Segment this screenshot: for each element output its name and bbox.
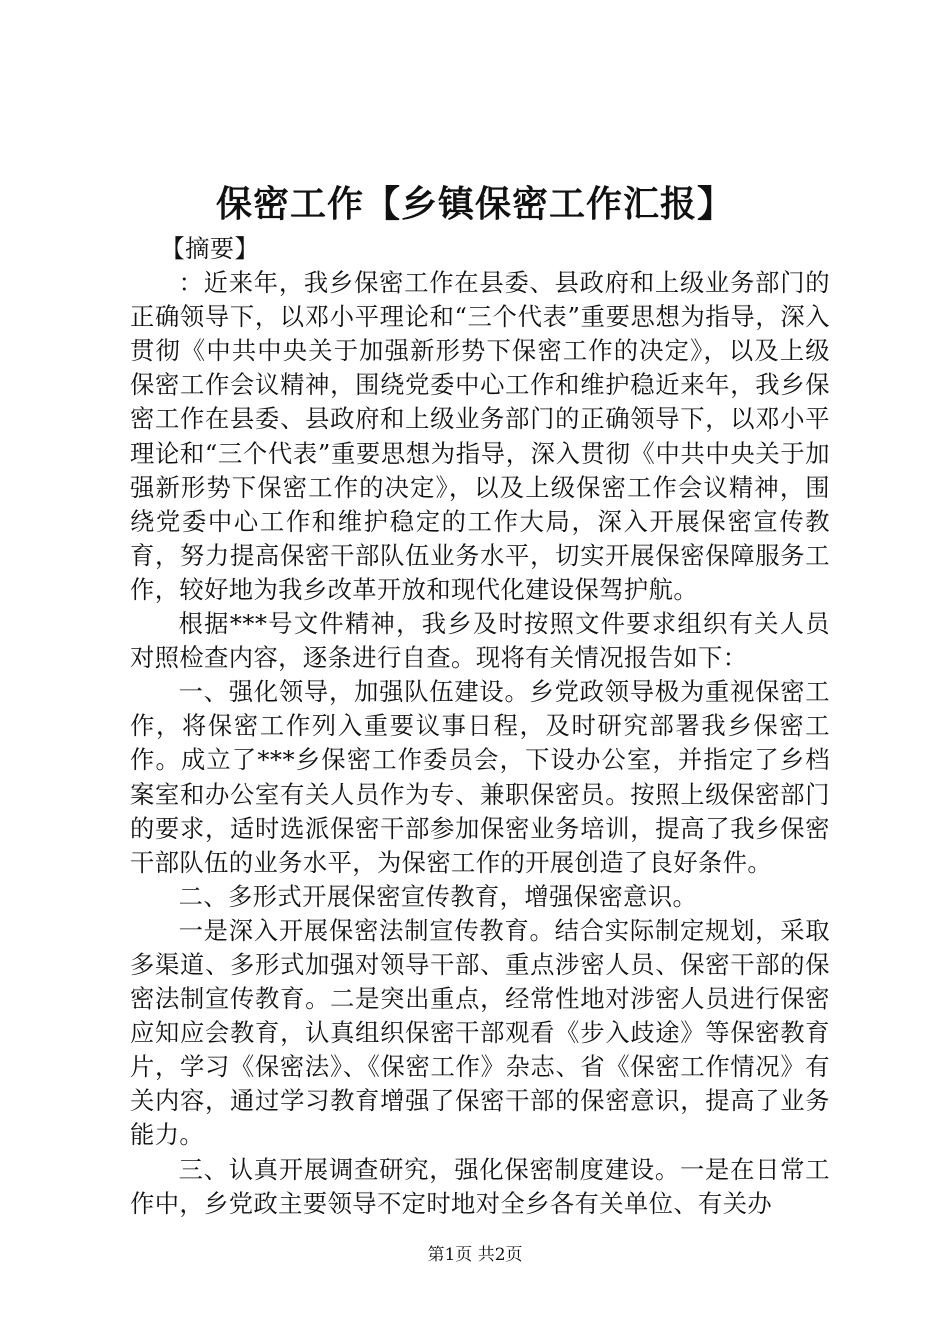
paragraph-intro: 根据***号文件精神，我乡及时按照文件要求组织有关人员对照检查内容，逐条进行自查。现将有关情况报告如下： bbox=[130, 609, 830, 673]
document-title: 保密工作【乡镇保密工作汇报】 bbox=[215, 183, 734, 225]
paragraph-abstract: ：近来年，我乡保密工作在县委、县政府和上级业务部门的正确领导下，以邓小平理论和“三个代表”重要思想为指导，深入贯彻《中共中央关于加强新形势下保密工作的决定》，以及上级保密工作会议精神，围绕党委中心工作和维护稳近来年，我乡保密工作在县委、县政府和上级业务部门的正确领导下，以邓小平理论和“三个代表”重要思想为指导，深入贯彻《中共中央关于加强新形势下保密工作的决定》，以及上级保密工作会议精神，围绕党委中心工作和维护稳定的工作大局，深入开展保密宣传教育，努力提高保密干部队伍业务水平，切实开展保密保障服务工作，较好地为我乡改革开放和现代化建设保驾护航。 bbox=[130, 268, 830, 604]
paragraph-section-2-body: 一是深入开展保密法制宣传教育。结合实际制定规划，采取多渠道、多形式加强对领导干部、重点涉密人员、保密干部的保密法制宣传教育。二是突出重点，经常性地对涉密人员进行保密应知应会教育，认真组织保密干部观看《步入歧途》等保密教育片，学习《保密法》、《保密工作》杂志、省《保密工作情况》有关内容，通过学习教育增强了保密干部的保密意识，提高了业务能力。 bbox=[130, 915, 830, 1150]
abstract-label: 【摘要】 bbox=[160, 234, 260, 263]
page-footer: 第1页 共2页 bbox=[427, 1245, 523, 1265]
paragraph-section-2-heading: 二、多形式开展保密宣传教育，增强保密意识。 bbox=[178, 881, 698, 911]
paragraph-section-3: 三、认真开展调查研究，强化保密制度建设。一是在日常工作中，乡党政主要领导不定时地对全乡各有关单位、有关办 bbox=[130, 1154, 830, 1218]
document-body bbox=[130, 232, 830, 1221]
paragraph-section-1: 一、强化领导，加强队伍建设。乡党政领导极为重视保密工作，将保密工作列入重要议事日程，及时研究部署我乡保密工作。成立了***乡保密工作委员会，下设办公室，并指定了乡档案室和办公室有关人员作为专、兼职保密员。按照上级保密部门的要求，适时选派保密干部参加保密业务培训，提高了我乡保密干部队伍的业务水平，为保密工作的开展创造了良好条件。 bbox=[130, 677, 830, 877]
